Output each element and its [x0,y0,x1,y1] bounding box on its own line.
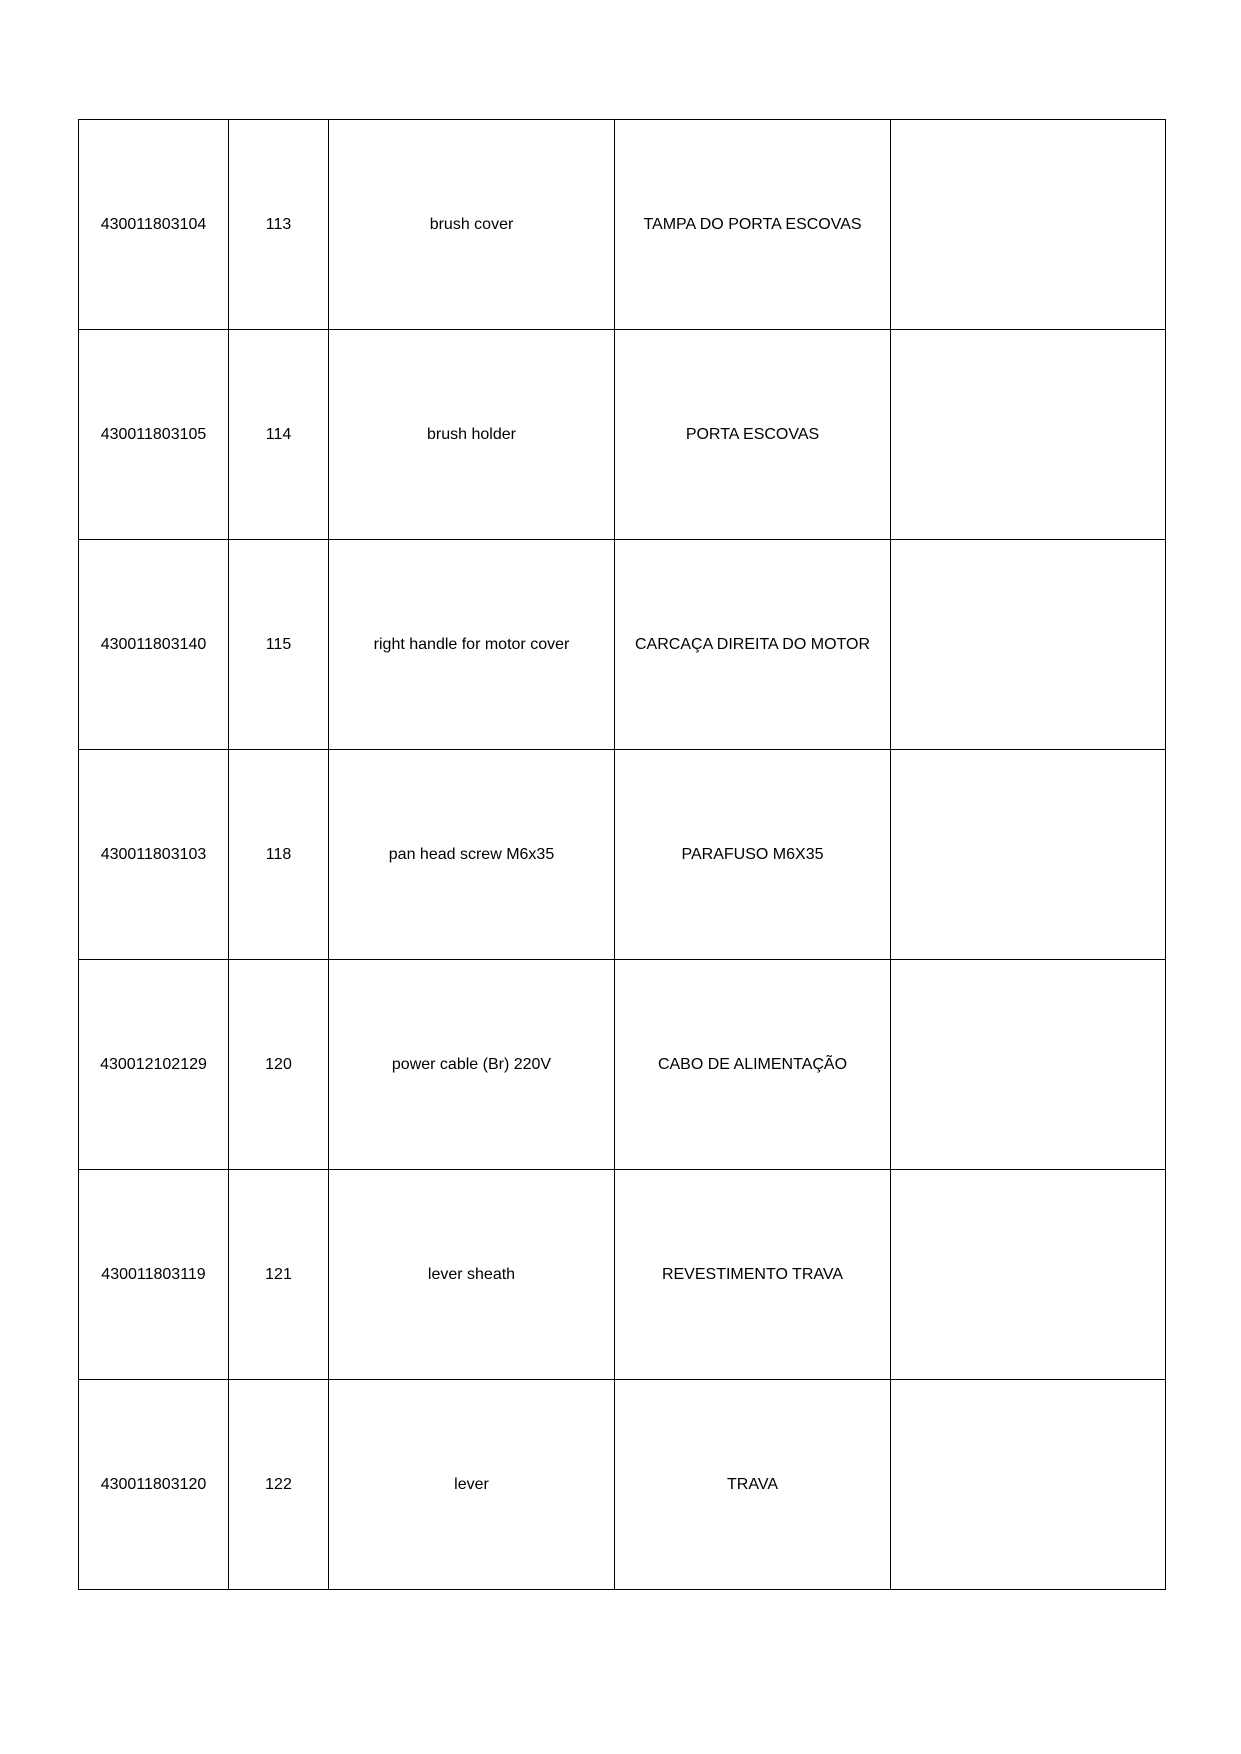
notes-cell [891,750,1166,960]
position-number-cell: 115 [229,540,329,750]
notes-cell [891,1380,1166,1590]
table-row [79,1380,1166,1590]
position-number-cell: 113 [229,120,329,330]
portuguese-description-cell: CABO DE ALIMENTAÇÃO [615,960,891,1170]
portuguese-description-cell: TRAVA [615,1380,891,1590]
part-code-cell: 430011803104 [79,120,229,330]
notes-cell [891,1170,1166,1380]
notes-cell [891,540,1166,750]
part-code-cell: 430011803140 [79,540,229,750]
position-number-cell: 121 [229,1170,329,1380]
english-description-cell: lever [329,1380,615,1590]
portuguese-description-cell: PORTA ESCOVAS [615,330,891,540]
table-row [79,960,1166,1170]
position-number-cell: 120 [229,960,329,1170]
english-description-cell: brush holder [329,330,615,540]
table-row [79,750,1166,960]
part-code-cell: 430011803105 [79,330,229,540]
part-code-cell: 430011803103 [79,750,229,960]
part-code-cell: 430011803120 [79,1380,229,1590]
part-code-cell: 430011803119 [79,1170,229,1380]
portuguese-description-cell: REVESTIMENTO TRAVA [615,1170,891,1380]
english-description-cell: lever sheath [329,1170,615,1380]
position-number-cell: 118 [229,750,329,960]
position-number-cell: 122 [229,1380,329,1590]
english-description-cell: brush cover [329,120,615,330]
english-description-cell: pan head screw M6x35 [329,750,615,960]
table-row [79,330,1166,540]
position-number-cell: 114 [229,330,329,540]
part-code-cell: 430012102129 [79,960,229,1170]
parts-table [78,119,1166,1590]
portuguese-description-cell: PARAFUSO M6X35 [615,750,891,960]
notes-cell [891,960,1166,1170]
notes-cell [891,120,1166,330]
notes-cell [891,330,1166,540]
table-row [79,120,1166,330]
table-row [79,1170,1166,1380]
portuguese-description-cell: TAMPA DO PORTA ESCOVAS [615,120,891,330]
table-row [79,540,1166,750]
english-description-cell: right handle for motor cover [329,540,615,750]
english-description-cell: power cable (Br) 220V [329,960,615,1170]
portuguese-description-cell: CARCAÇA DIREITA DO MOTOR [615,540,891,750]
